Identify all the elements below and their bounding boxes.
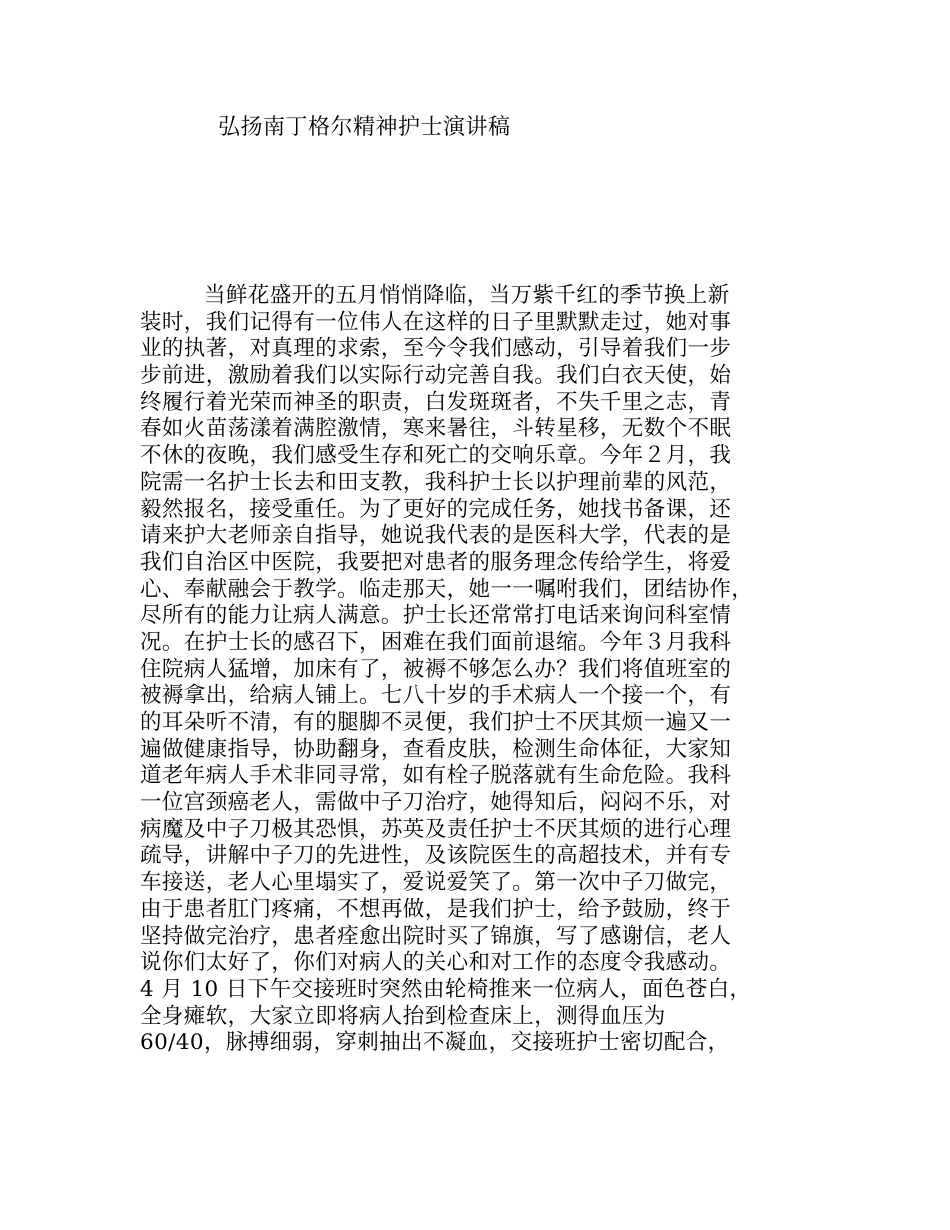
paragraph-line: 况。在护士长的感召下，困难在我们面前退缩。今年３月我科 [140,629,732,655]
paragraph-line: 春如火苗荡漾着满腔激情，寒来暑往，斗转星移，无数个不眠 [140,416,732,442]
paragraph-line: 终履行着光荣而神圣的职责，白发斑斑者，不失千里之志，青 [140,389,732,415]
paragraph-line: 疏导，讲解中子刀的先进性，及该院医生的高超技术，并有专 [140,843,732,869]
document-title: 弘扬南丁格尔精神护士演讲稿 [218,115,511,140]
speech-paragraph [140,283,840,1057]
paragraph-line: 一位宫颈癌老人，需做中子刀治疗，她得知后，闷闷不乐，对 [140,790,732,816]
paragraph-line: 病魔及中子刀极其恐惧，苏英及责任护士不厌其烦的进行心理 [140,816,732,842]
paragraph-line: 住院病人猛增，加床有了，被褥不够怎么办？我们将值班室的 [140,656,732,682]
paragraph-line: 全身瘫软，大家立即将病人抬到检查床上，测得血压为 [140,1003,666,1029]
paragraph-line: 我们自治区中医院，我要把对患者的服务理念传给学生，将爱 [140,549,732,575]
paragraph-line: 被褥拿出，给病人铺上。七八十岁的手术病人一个接一个，有 [140,683,732,709]
paragraph-line: 60/40，脉搏细弱，穿刺抽出不凝血，交接班护士密切配合， [140,1030,730,1056]
paragraph-line: 院需一名护士长去和田支教，我科护士长以护理前辈的风范， [140,469,732,495]
paragraph-line: 步前进，激励着我们以实际行动完善自我。我们白衣天使，始 [140,363,732,389]
paragraph-line: 业的执著，对真理的求索，至今令我们感动，引导着我们一步 [140,336,732,362]
paragraph-line: 当鲜花盛开的五月悄悄降临，当万紫千红的季节换上新 [204,283,730,308]
paragraph-line: 心、奉献融会于教学。临走那天，她一一嘱咐我们，团结协作， [140,576,754,602]
paragraph-line: 的耳朵听不清，有的腿脚不灵便，我们护士不厌其烦一遍又一 [140,710,732,735]
paragraph-line: 4 月 10 日下午交接班时突然由轮椅推来一位病人，面色苍白， [140,976,752,1002]
paragraph-line: 车接送，老人心里塌实了，爱说爱笑了。第一次中子刀做完， [140,870,732,896]
paragraph-line: 不休的夜晚，我们感受生存和死亡的交响乐章。今年２月，我 [140,443,732,469]
paragraph-line: 坚持做完治疗，患者痊愈出院时买了锦旗，写了感谢信，老人 [140,923,732,949]
paragraph-line: 道老年病人手术非同寻常，如有栓子脱落就有生命危险。我科 [140,763,732,789]
paragraph-line: 装时，我们记得有一位伟人在这样的日子里默默走过，她对事 [140,309,732,335]
paragraph-line: 说你们太好了，你们对病人的关心和对工作的态度令我感动。 [140,950,732,976]
paragraph-line: 请来护大老师亲自指导，她说我代表的是医科大学，代表的是 [140,523,732,549]
paragraph-line: 遍做健康指导，协助翻身，查看皮肤，检测生命体征，大家知 [140,736,732,762]
paragraph-line: 尽所有的能力让病人满意。护士长还常常打电话来询问科室情 [140,603,732,629]
paragraph-line: 由于患者肛门疼痛，不想再做，是我们护士，给予鼓励，终于 [140,896,732,922]
paragraph-line: 毅然报名，接受重任。为了更好的完成任务，她找书备课，还 [140,496,732,522]
